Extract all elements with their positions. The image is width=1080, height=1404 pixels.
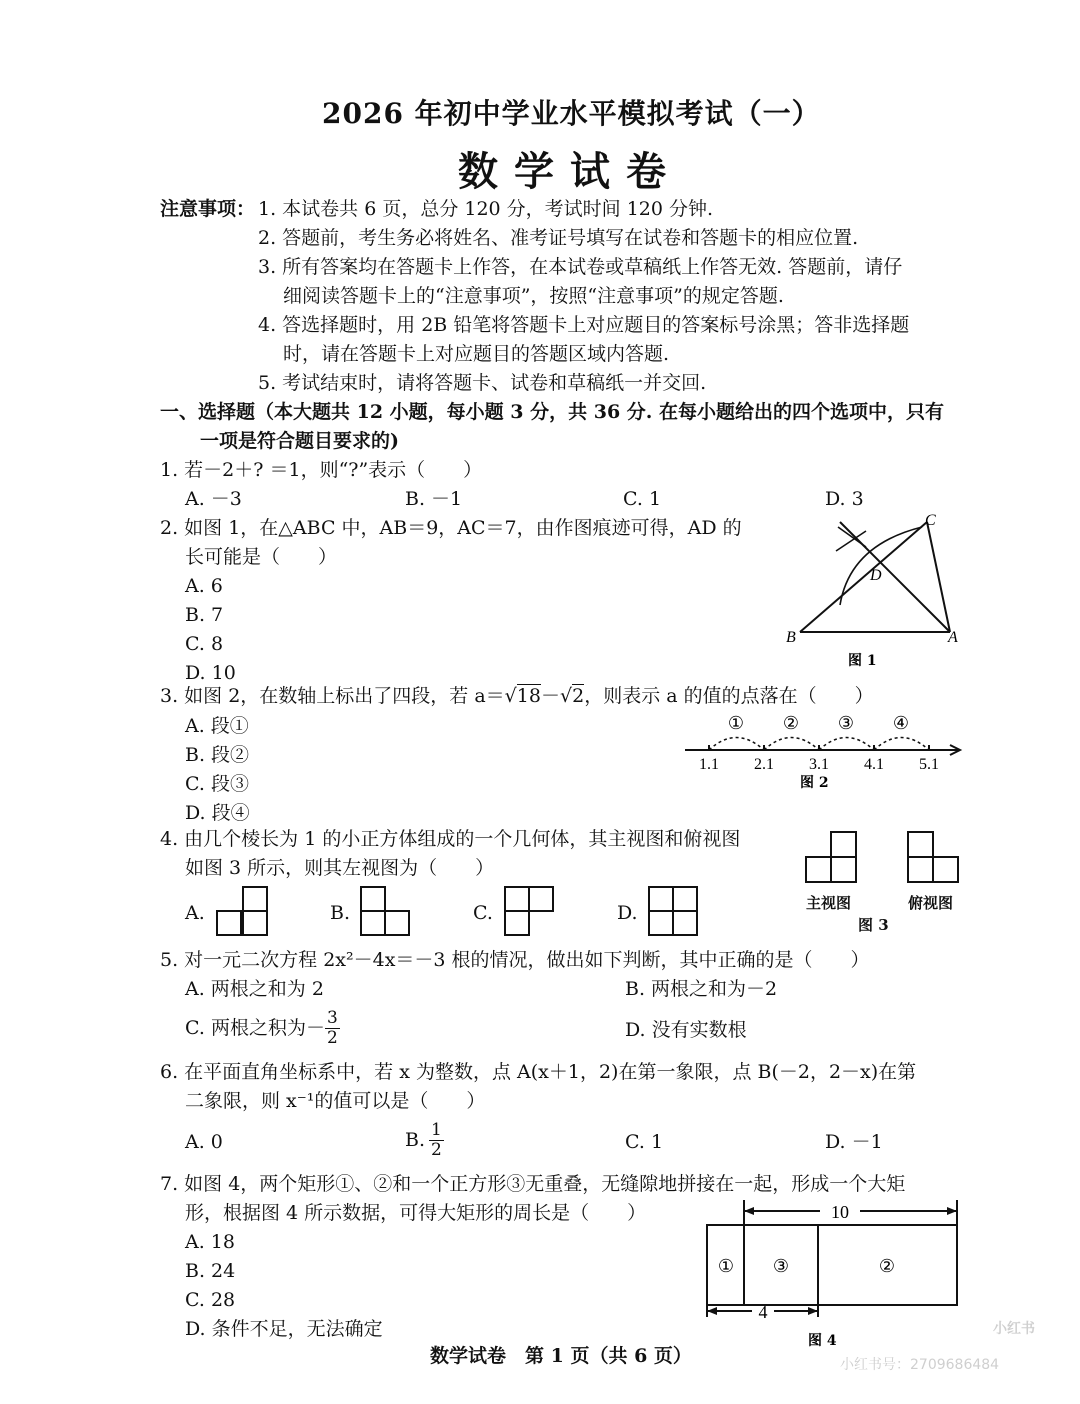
rectangle-figure bbox=[700, 1195, 970, 1355]
figure-1-caption: 图 1 bbox=[848, 653, 877, 669]
q1-option-c: C. 1 bbox=[623, 488, 662, 510]
q7-option-a: A. 18 bbox=[185, 1231, 235, 1253]
exam-subtitle: 数学试卷 bbox=[458, 148, 682, 195]
top-view-label: 俯视图 bbox=[908, 894, 954, 912]
q6-option-b-fraction bbox=[429, 1121, 444, 1160]
exam-title: 2026 年初中学业水平模拟考试（一） bbox=[322, 97, 821, 130]
q2-stem-cont: 长可能是（ ） bbox=[185, 546, 338, 568]
q1-option-a: A. －3 bbox=[185, 488, 242, 510]
tick-2: 2.1 bbox=[754, 756, 774, 773]
dim-bottom-label: 4 bbox=[758, 1302, 768, 1322]
q3-option-b: B. 段② bbox=[185, 744, 250, 766]
q2-stem: 2. 如图 1，在△ABC 中，AB＝9，AC＝7，由作图痕迹可得，AD 的 bbox=[160, 517, 742, 539]
q1-option-b: B. －1 bbox=[405, 488, 463, 510]
q6-stem: 6. 在平面直角坐标系中，若 x 为整数，点 A(x＋1，2)在第一象限，点 B(－2，2－x)在第 bbox=[160, 1061, 917, 1083]
label-d: D bbox=[870, 567, 882, 584]
section-heading: 一、选择题（本大题共 12 小题，每小题 3 分，共 36 分. 在每小题给出的四个选项中，只有 bbox=[160, 401, 945, 423]
q3-stem-pre: 3. 如图 2，在数轴上标出了四段，若 a＝ bbox=[160, 685, 505, 707]
q4-stem-cont: 如图 3 所示，则其左视图为（ ） bbox=[185, 857, 495, 879]
note-2: 2. 答题前，考生务必将姓名、准考证号填写在试卷和答题卡的相应位置. bbox=[258, 227, 859, 249]
segment-4: ④ bbox=[892, 713, 910, 734]
region-3: ③ bbox=[772, 1256, 790, 1277]
tick-3: 3.1 bbox=[809, 756, 829, 773]
q4-option-a-label: A. bbox=[185, 902, 205, 924]
segment-3: ③ bbox=[837, 713, 855, 734]
q6-frac-den: 2 bbox=[431, 1139, 442, 1160]
sqrt-sign-1: √ bbox=[504, 685, 517, 707]
q7-option-d: D. 条件不足，无法确定 bbox=[185, 1318, 383, 1340]
q3-stem-post: ，则表示 a 的值的点落在（ ） bbox=[584, 685, 874, 707]
q6-option-d: D. －1 bbox=[825, 1131, 883, 1153]
q2-option-b: B. 7 bbox=[185, 604, 224, 626]
region-1: ① bbox=[717, 1256, 735, 1277]
q5-option-c-fraction bbox=[325, 1009, 340, 1048]
q7-option-c: C. 28 bbox=[185, 1289, 236, 1311]
q4-option-c-label: C. bbox=[473, 902, 493, 924]
q5-option-b: B. 两根之和为－2 bbox=[625, 978, 778, 1000]
region-2: ② bbox=[878, 1256, 896, 1277]
q3-option-d: D. 段④ bbox=[185, 802, 250, 824]
note-3: 3. 所有答案均在答题卡上作答，在本试卷或草稿纸上作答无效. 答题前，请仔 bbox=[258, 256, 903, 278]
q7-stem-cont: 形，根据图 4 所示数据，可得大矩形的周长是（ ） bbox=[185, 1202, 647, 1224]
q6-option-a: A. 0 bbox=[185, 1131, 223, 1153]
label-b: B bbox=[786, 629, 796, 646]
tick-5: 5.1 bbox=[919, 756, 939, 773]
watermark-logo: 小红书 bbox=[993, 1321, 1035, 1337]
q5-option-c-text: C. 两根之积为－ bbox=[185, 1017, 325, 1039]
figure-3-caption: 图 3 bbox=[858, 916, 889, 934]
watermark-id: 小红书号：2709686484 bbox=[840, 1357, 1000, 1373]
q3-radicand-2: 2 bbox=[572, 685, 585, 707]
label-c: C bbox=[925, 512, 936, 529]
q2-option-a: A. 6 bbox=[185, 575, 223, 597]
q5-stem: 5. 对一元二次方程 2x²－4x＝－3 根的情况，做出如下判断，其中正确的是（ ） bbox=[160, 949, 870, 971]
q5-option-a: A. 两根之和为 2 bbox=[185, 978, 324, 1000]
q6-option-c: C. 1 bbox=[625, 1131, 664, 1153]
segment-1: ① bbox=[727, 713, 745, 734]
q7-stem: 7. 如图 4，两个矩形①、②和一个正方形③无重叠，无缝隙地拼接在一起，形成一个大矩 bbox=[160, 1173, 906, 1195]
number-line-figure bbox=[680, 705, 970, 800]
q6-stem-cont: 二象限，则 x⁻¹的值可以是（ ） bbox=[185, 1090, 486, 1112]
q3-minus: － bbox=[540, 685, 560, 707]
q4-option-d-label: D. bbox=[617, 902, 638, 924]
front-view-label: 主视图 bbox=[806, 894, 852, 912]
note-5: 5. 考试结束时，请将答题卡、试卷和草稿纸一并交回. bbox=[258, 372, 707, 394]
q2-option-d: D. 10 bbox=[185, 662, 236, 684]
q5-option-c bbox=[185, 1008, 340, 1048]
figure-2-caption: 图 2 bbox=[800, 775, 829, 791]
q5-frac-den: 2 bbox=[326, 1027, 338, 1048]
tick-1: 1.1 bbox=[699, 756, 719, 773]
sqrt-sign-2: √ bbox=[559, 685, 573, 707]
page-footer: 数学试卷 第 1 页（共 6 页） bbox=[430, 1345, 692, 1367]
tick-4: 4.1 bbox=[864, 756, 884, 773]
triangle-figure bbox=[770, 505, 970, 680]
note-3-cont: 细阅读答题卡上的“注意事项”，按照“注意事项”的规定答题. bbox=[283, 285, 784, 307]
q5-option-d: D. 没有实数根 bbox=[625, 1019, 747, 1041]
q6-frac-num: 1 bbox=[431, 1119, 442, 1140]
segment-2: ② bbox=[782, 713, 800, 734]
q3-option-c: C. 段③ bbox=[185, 773, 249, 795]
dim-top-label: 10 bbox=[831, 1202, 849, 1222]
label-a: A bbox=[948, 629, 958, 646]
q7-option-b: B. 24 bbox=[185, 1260, 236, 1282]
note-1: 1. 本试卷共 6 页，总分 120 分，考试时间 120 分钟. bbox=[258, 198, 714, 220]
q2-option-c: C. 8 bbox=[185, 633, 224, 655]
figure-4-caption: 图 4 bbox=[808, 1333, 837, 1349]
q4-stem: 4. 由几个棱长为 1 的小正方体组成的一个几何体，其主视图和俯视图 bbox=[160, 828, 741, 850]
note-4: 4. 答选择题时，用 2B 铅笔将答题卡上对应题目的答案标号涂黑；答非选择题 bbox=[258, 314, 910, 336]
q3-option-a: A. 段① bbox=[185, 715, 249, 737]
section-heading-cont: 一项是符合题目要求的) bbox=[200, 430, 399, 452]
q6-option-b-text: B. bbox=[405, 1129, 426, 1151]
notes-label: 注意事项： bbox=[160, 198, 256, 220]
note-4-cont: 时，请在答题卡上对应题目的答题区域内答题. bbox=[283, 343, 670, 365]
q1-stem: 1. 若－2＋? ＝1，则“?”表示（ ） bbox=[160, 459, 483, 481]
q4-option-b-label: B. bbox=[330, 902, 351, 924]
q3-radicand-1: 18 bbox=[516, 685, 541, 707]
q1-option-d: D. 3 bbox=[825, 488, 864, 510]
q6-option-b bbox=[405, 1118, 444, 1162]
q5-frac-num: 3 bbox=[326, 1007, 338, 1028]
